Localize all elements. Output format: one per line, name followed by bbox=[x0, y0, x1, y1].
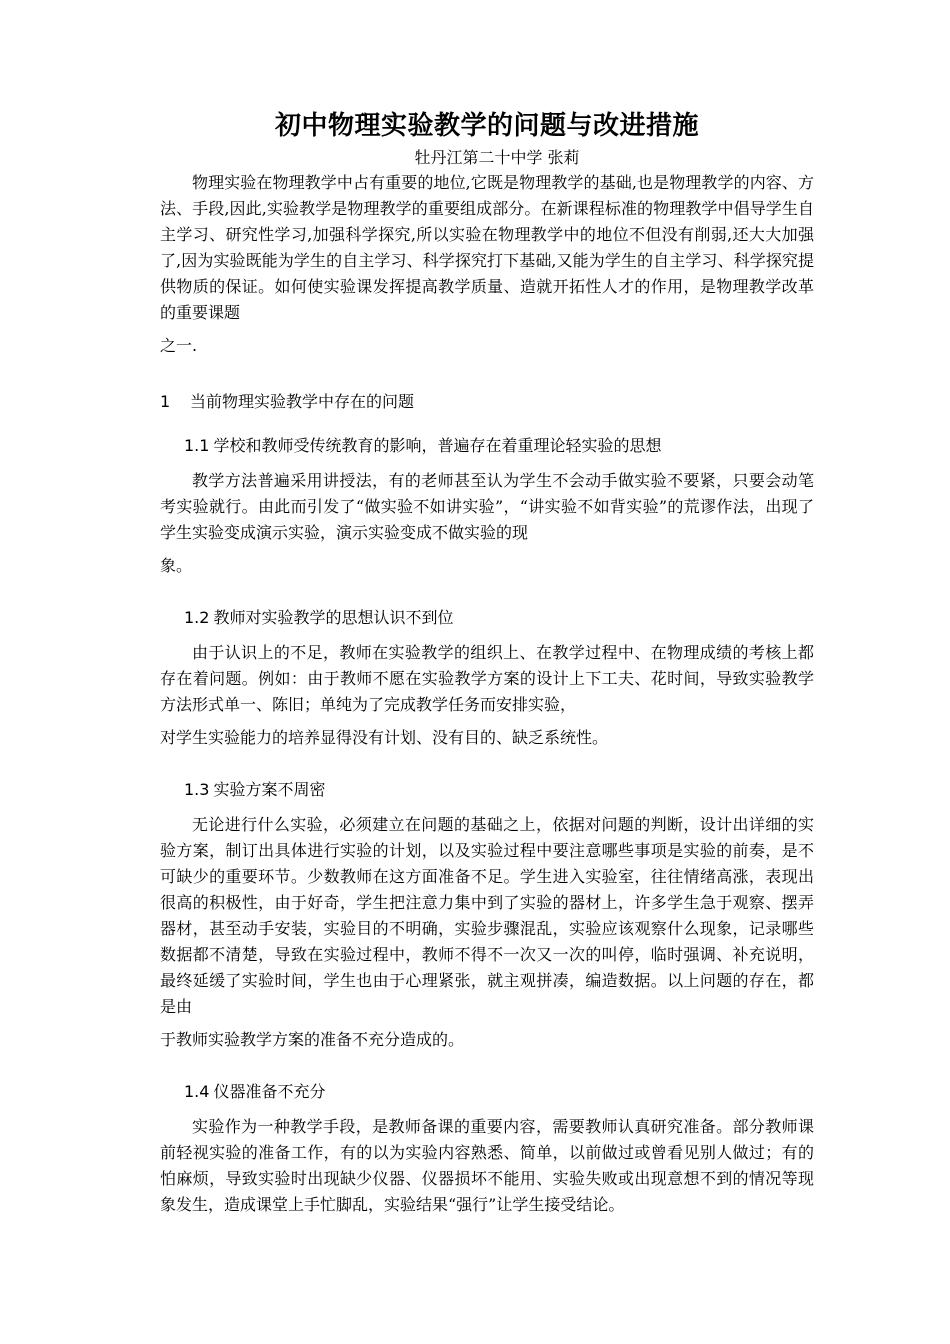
subsection-number: 1.2 bbox=[184, 608, 210, 627]
paragraph-tail: 象。 bbox=[160, 556, 193, 575]
paragraph-text: 教学方法普遍采用讲授法，有的老师甚至认为学生不会动手做实验不要紧，只要会动笔考实验就行。由此而引发了“做实验不如讲实验”，“讲实验不如背实验”的荒谬作法，出现了学生实验变成演示实验，演示实验变成不做实验的现 bbox=[160, 471, 814, 542]
paragraph-tail: 对学生实验能力的培养显得没有计划、没有目的、缺乏系统性。 bbox=[160, 728, 609, 747]
document-title: 初中物理实验教学的问题与改进措施 bbox=[274, 111, 699, 141]
subsection-heading-1-2 bbox=[184, 606, 814, 630]
subsection-heading-1-3 bbox=[184, 778, 814, 802]
subsection-paragraph-1-2 bbox=[160, 640, 814, 758]
document-page bbox=[160, 106, 814, 1218]
subsection-heading-1-1 bbox=[184, 434, 814, 458]
subsection-number: 1.4 bbox=[184, 1082, 210, 1101]
section-heading-1 bbox=[160, 390, 814, 414]
intro-paragraph bbox=[160, 170, 814, 366]
paragraph-tail: 于教师实验教学方案的准备不充分造成的。 bbox=[160, 1030, 465, 1049]
document-author: 牡丹江第二十中学 张莉 bbox=[414, 148, 580, 167]
paragraph-text: 无论进行什么实验，必须建立在问题的基础之上，依据对问题的判断，设计出详细的实验方案，制订出具体进行实验的计划，以及实验过程中要注意哪些事项是实验的前奏，是不可缺少的重要环节。少数教师在这方面准备不足。学生进入实验室，往往情绪高涨，表现出很高的积极性，由于好奇，学生把注意力集中到了实验的器材上，许多学生急于观察、摆弄器材，甚至动手安装，实验目的不明确，实验步骤混乱，实验应该观察什么现象，记录哪些数据都不清楚，导致在实验过程中，教师不得不一次又一次的叫停，临时强调、补充说明，最终延缓了实验时间，学生也由于心理紧张，就主观拼凑，编造数据。以上问题的存在，都是由 bbox=[160, 815, 814, 1016]
subsection-title: 教师对实验教学的思想认识不到位 bbox=[213, 608, 454, 627]
subsection-heading-1-4 bbox=[184, 1080, 814, 1104]
subsection-number: 1.3 bbox=[184, 780, 210, 799]
section-number: 1 bbox=[160, 392, 171, 411]
subsection-paragraph-1-3 bbox=[160, 812, 814, 1060]
subsection-number: 1.1 bbox=[184, 436, 210, 455]
subsection-paragraph-1-1 bbox=[160, 468, 814, 586]
section-title: 当前物理实验教学中存在的问题 bbox=[190, 392, 415, 411]
subsection-title: 学校和教师受传统教育的影响，普遍存在着重理论轻实验的思想 bbox=[213, 436, 662, 455]
paragraph-text: 实验作为一种教学手段，是教师备课的重要内容，需要教师认真研究准备。部分教师课前轻视实验的准备工作，有的以为实验内容熟悉、简单，以前做过或曾看见别人做过；有的怕麻烦，导致实验时出现缺少仪器、仪器损坏不能用、实验失败或出现意想不到的情况等现象发生，造成课堂上手忙脚乱，实验结果“强行”让学生接受结论。 bbox=[160, 1117, 814, 1214]
subsection-title: 仪器准备不充分 bbox=[213, 1082, 326, 1101]
intro-text: 物理实验在物理教学中占有重要的地位,它既是物理教学的基础,也是物理教学的内容、方法、手段,因此,实验教学是物理教学的重要组成部分。在新课程标准的物理教学中倡导学生自主学习、研究性学习,加强科学探究,所以实验在物理教学中的地位不但没有削弱,还大大加强了,因为实验既能为学生的自主学习、科学探究打下基础,又能为学生的自主学习、科学探究提供物质的保证。如何使实验课发挥提高教学质量、造就开拓性人才的作用，是物理教学改革的重要课题 bbox=[160, 173, 814, 322]
paragraph-text: 由于认识上的不足，教师在实验教学的组织上、在教学过程中、在物理成绩的考核上都存在着问题。例如：由于教师不愿在实验教学方案的设计上下工夫、花时间，导致实验教学方法形式单一、陈旧；单纯为了完成教学任务而安排实验， bbox=[160, 643, 814, 714]
subsection-title: 实验方案不周密 bbox=[213, 780, 326, 799]
intro-tail: 之一. bbox=[160, 336, 198, 355]
subsection-paragraph-1-4 bbox=[160, 1114, 814, 1218]
